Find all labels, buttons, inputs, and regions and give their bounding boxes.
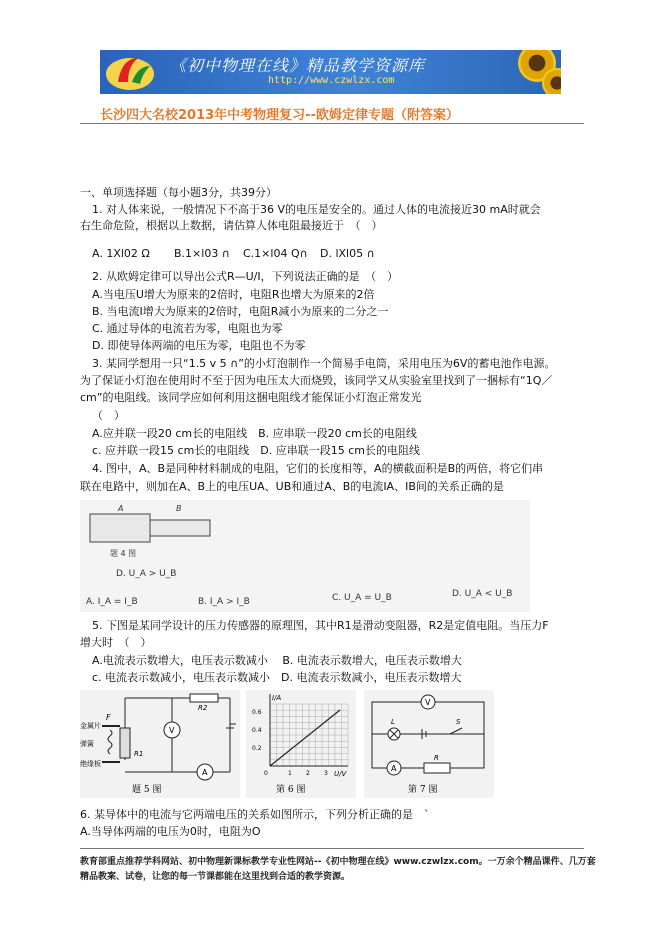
q3-line-3: cm”的电阻线。该同学应如何利用这捆电阻线才能保证小灯泡正常发光 bbox=[80, 391, 422, 404]
fig6-xtick-3: 3 bbox=[324, 770, 328, 777]
figure-q5-circuit bbox=[80, 690, 240, 798]
fig5-caption: 题 5 图 bbox=[132, 785, 162, 795]
q5-options-cd: c. 电流表示数减小，电压表示数减小 D. 电流表示数减小，电压表示数增大 bbox=[92, 671, 462, 684]
q2-option-a: A.当电压U增大为原来的2倍时，电阻R也增大为原来的2倍 bbox=[92, 288, 375, 301]
fig4-caption: 题 4 图 bbox=[110, 549, 137, 558]
fig6-caption: 第 6 图 bbox=[276, 785, 306, 795]
fig5-voltmeter-label: V bbox=[169, 726, 175, 735]
q1-option-d: D. lXl05 ∩ bbox=[320, 247, 375, 260]
fig7-lamp-label: L bbox=[391, 718, 395, 726]
fig7-switch-label: S bbox=[456, 718, 461, 726]
fig5-label-tanhuang: 弹簧 bbox=[80, 740, 94, 748]
fig6-ytick-2: 0.2 bbox=[252, 745, 262, 752]
q4-option-a: A. I_A = I_B bbox=[86, 597, 138, 607]
q3-options-ab: A.应并联一段20 cm长的电阻线 B. 应串联一段20 cm长的电阻线 bbox=[92, 427, 417, 440]
section-heading: 一、单项选择题（每小题3分，共39分） bbox=[80, 186, 277, 199]
q4-option-b: B. I_A > I_B bbox=[198, 597, 250, 607]
q1-option-c: C.1×l04 Q∩ bbox=[243, 247, 308, 260]
q2-option-c: C. 通过导体的电流若为零，电阻也为零 bbox=[92, 322, 283, 335]
figure-q7-circuit bbox=[364, 690, 494, 798]
fig6-ytick-1: 0.4 bbox=[252, 727, 262, 734]
fig6-xtick-2: 2 bbox=[306, 770, 310, 777]
fig5-label-jueyuanban: 绝缘板 bbox=[80, 760, 101, 768]
q6-line-1: 6. 某导体中的电流与它两端电压的关系如图所示，下列分析正确的是 ` bbox=[80, 808, 430, 821]
q5-line-2: 增大时 （ ） bbox=[80, 636, 152, 649]
q5-line-1: 5. 下图是某同学设计的压力传感器的原理图，其中R1是滑动变阻器，R2是定值电阻。当压力F bbox=[92, 619, 549, 632]
fig4-label-a: A bbox=[118, 504, 124, 513]
q4-option-d-upper: D. U_A > U_B bbox=[116, 569, 177, 579]
q4-option-c: C. U_A = U_B bbox=[332, 593, 392, 603]
footer-note: 教育部重点推荐学科网站、初中物理新课标教学专业性网站--《初中物理在线》www.czwlzx.com。一万余个精品课件、几万套精品教案、试卷，让您的每一节课都能在这里找到合适的教学资源。 bbox=[80, 857, 596, 882]
site-logo-icon bbox=[104, 52, 156, 92]
figure-q6-graph bbox=[246, 690, 356, 798]
q3-line-1: 3. 某同学想用一只“1.5 v 5 ∩”的小灯泡制作一个简易手电筒，采用电压为6V的蓄电池作电源。 bbox=[92, 357, 556, 370]
fig5-label-r2: R2 bbox=[198, 704, 208, 712]
header-banner bbox=[100, 50, 561, 94]
figure-q4 bbox=[80, 500, 530, 612]
fig4-label-b: B bbox=[176, 504, 182, 513]
q6-line-2: A.当导体两端的电压为0时，电阻为O bbox=[80, 825, 261, 838]
q5-options-ab: A.电流表示数增大，电压表示数减小 B. 电流表示数增大，电压表示数增大 bbox=[92, 654, 462, 667]
q2-option-b: B. 当电流I增大为原来的2倍时，电阻R减小为原来的二分之一 bbox=[92, 305, 389, 318]
fig6-xtick-0: 0 bbox=[264, 770, 268, 777]
fig6-xlabel: U/V bbox=[334, 770, 347, 778]
fig5-label-r1: R1 bbox=[134, 750, 144, 758]
fig7-voltmeter-label: V bbox=[425, 698, 431, 707]
q4-line-1: 4. 图中，A、B是同种材料制成的电阻，它们的长度相等，A的横截面积是B的两倍，将它们串 bbox=[92, 462, 544, 475]
q4-line-2: 联在电路中，则加在A、B上的电压UA、UB和通过A、B的电流IA、IB间的关系正确的是 bbox=[80, 480, 504, 493]
document-title: 长沙四大名校2013年中考物理复习--欧姆定律专题（附答案） bbox=[100, 108, 459, 123]
fig7-resistor-label: R bbox=[434, 754, 439, 762]
q4-option-d: D. U_A < U_B bbox=[452, 589, 513, 599]
q3-line-2: 为了保证小灯泡在使用时不至于因为电压太大而烧毁，该同学又从实验室里找到了一捆标有“1Q／ bbox=[80, 374, 553, 387]
q1-line-2: 右生命危险，根据以上数据，请估算人体电阻最接近于 （ ） bbox=[80, 219, 383, 232]
q2-option-d: D. 即使导体两端的电压为零，电阻也不为零 bbox=[92, 339, 306, 352]
fig7-caption: 第 7 图 bbox=[408, 785, 438, 795]
footer-divider bbox=[80, 848, 584, 849]
q1-option-b: B.1×l03 ∩ bbox=[174, 247, 230, 260]
fig6-ylabel: I/A bbox=[272, 694, 282, 702]
q2-stem: 2. 从欧姆定律可以导出公式R—U/I，下列说法正确的是 （ ） bbox=[92, 270, 399, 283]
q3-line-4: （ ） bbox=[92, 409, 125, 422]
title-divider bbox=[80, 123, 584, 124]
fig5-ammeter-label: A bbox=[202, 768, 208, 777]
fig6-ytick-0: 0.6 bbox=[252, 709, 262, 716]
q1-line-1: 1. 对人体来说，一般情况下不高于36 V的电压是安全的。通过人体的电流接近30 mA时就会 bbox=[92, 203, 541, 216]
fig5-label-jinshupian: 金属片 bbox=[80, 722, 101, 730]
fig6-xtick-1: 1 bbox=[288, 770, 292, 777]
banner-url[interactable]: http://www.czwlzx.com bbox=[268, 75, 395, 86]
q3-options-cd: c. 应并联一段15 cm长的电阻线 D. 应串联一段15 cm长的电阻线 bbox=[92, 444, 421, 457]
q1-option-a: A. 1Xl02 Ω bbox=[92, 247, 150, 260]
fig5-label-f: F bbox=[106, 713, 111, 722]
banner-title: 《初中物理在线》精品教学资源库 bbox=[170, 56, 426, 75]
fig7-ammeter-label: A bbox=[391, 764, 397, 773]
